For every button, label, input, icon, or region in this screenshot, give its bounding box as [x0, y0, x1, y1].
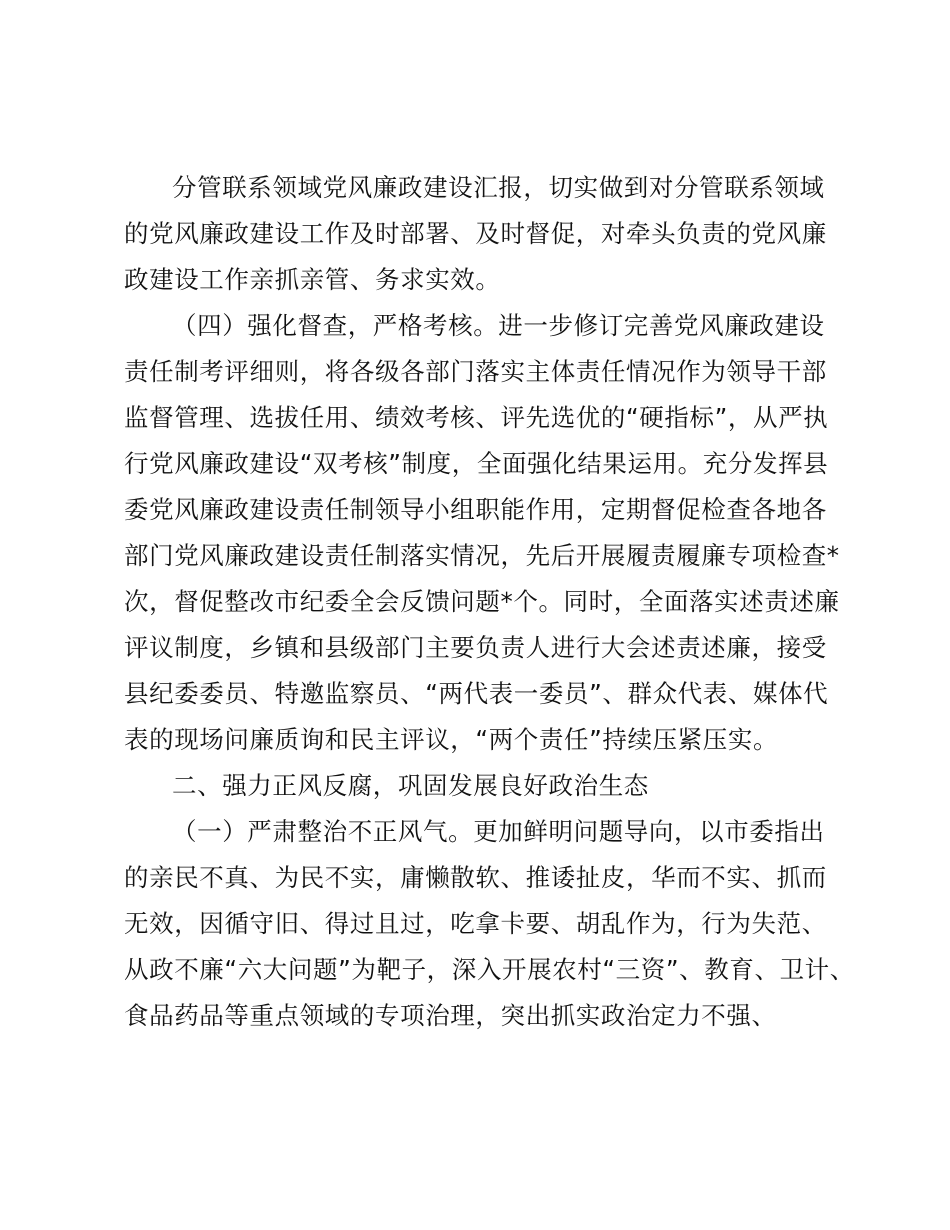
- text-line: 表的现场问廉质询和民主评议，“两个责任”持续压紧压实。: [124, 725, 779, 754]
- text-line: 分管联系领域党风廉政建设汇报，切实做到对分管联系领域: [172, 173, 825, 202]
- text-line: 行党风廉政建设“双考核”制度，全面强化结果运用。充分发挥县: [124, 449, 829, 478]
- text-line: 次，督促整改市纪委全会反馈问题*个。同时，全面落实述责述廉: [124, 587, 840, 616]
- text-line: 政建设工作亲抓亲管、务求实效。: [124, 265, 501, 294]
- text-line: 无效，因循守旧、得过且过，吃拿卡要、胡乱作为，行为失范、: [124, 909, 827, 938]
- text-line: （四）强化督查，严格考核。进一步修订完善党风廉政建设: [172, 311, 825, 340]
- text-line: （一）严肃整治不正风气。更加鲜明问题导向，以市委指出: [172, 817, 825, 846]
- text-line: 监督管理、选拔任用、绩效考核、评先选优的“硬指标”，从严执: [124, 403, 829, 432]
- text-line: 责任制考评细则，将各级各部门落实主体责任情况作为领导干部: [124, 357, 827, 386]
- text-line: 的亲民不真、为民不实，庸懒散软、推诿扯皮，华而不实、抓而: [124, 863, 827, 892]
- text-line: 的党风廉政建设工作及时部署、及时督促，对牵头负责的党风廉: [124, 219, 827, 248]
- text-line: 委党风廉政建设责任制领导小组职能作用，定期督促检查各地各: [124, 495, 827, 524]
- text-line: 部门党风廉政建设责任制落实情况，先后开展履责履廉专项检查*: [124, 541, 840, 570]
- text-line: 县纪委委员、特邀监察员、“两代表一委员”、群众代表、媒体代: [124, 679, 829, 708]
- text-line: 从政不廉“六大问题”为靶子，深入开展农村“三资”、教育、卫计、: [124, 955, 855, 984]
- text-line: 食品药品等重点领域的专项治理，突出抓实政治定力不强、: [124, 1001, 777, 1030]
- section-heading: 二、强力正风反腐，巩固发展良好政治生态: [172, 771, 649, 800]
- text-line: 评议制度，乡镇和县级部门主要负责人进行大会述责述廉，接受: [124, 633, 827, 662]
